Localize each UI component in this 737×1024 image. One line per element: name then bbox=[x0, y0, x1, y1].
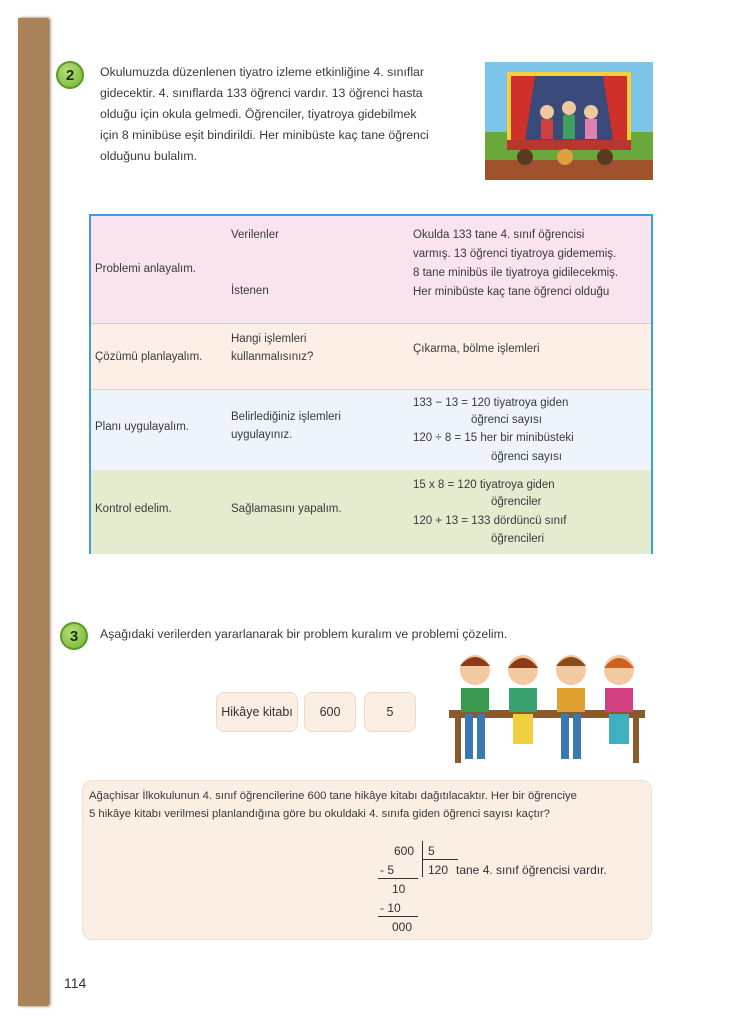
data-chip: Hikâye kitabı bbox=[216, 692, 298, 732]
question-line: uygulayınız. bbox=[231, 429, 293, 441]
problem-number-badge bbox=[56, 61, 84, 89]
problem-3-instruction: Aşağıdaki verilerden yararlanarak bir problem kuralım ve problemi çözelim. bbox=[100, 627, 508, 641]
table-row bbox=[91, 470, 651, 554]
text-line: olduğunu bulalım. bbox=[100, 149, 198, 163]
text-line: 5 hikâye kitabı verilmesi planlandığına göre bu okuldaki 4. sınıfa giden öğrenci sayısı kaçtır? bbox=[89, 808, 550, 820]
long-division bbox=[378, 839, 638, 939]
answer-line: öğrenci sayısı bbox=[491, 451, 562, 463]
wanted-label: İstenen bbox=[231, 285, 269, 297]
answer-line: Okulda 133 tane 4. sınıf öğrencisi bbox=[413, 229, 585, 241]
text-line: Ağaçhisar İlkokulunun 4. sınıf öğrencilerine 600 tane hikâye kitabı dağıtılacaktır. Her bir öğrenciye bbox=[89, 790, 577, 802]
text-line: olduğu için okula gelmedi. Öğrenciler, tiyatroya gidebilmek bbox=[100, 107, 417, 121]
problem-solving-table bbox=[89, 214, 653, 554]
problem-number: 3 bbox=[69, 627, 79, 645]
question-line: Belirlediğiniz işlemleri bbox=[231, 411, 341, 423]
book-spine bbox=[18, 18, 48, 1006]
step-label: Planı uygulayalım. bbox=[95, 421, 189, 433]
subtraction: - 10 bbox=[380, 901, 401, 915]
problem-number: 2 bbox=[65, 66, 75, 84]
remainder: 10 bbox=[392, 882, 406, 896]
data-chip: 5 bbox=[364, 692, 416, 732]
answer-line: varmış. 13 öğrenci tiyatroya gidememiş. bbox=[413, 248, 617, 260]
question-line: Sağlamasını yapalım. bbox=[231, 503, 342, 515]
table-row bbox=[91, 390, 651, 470]
remainder: 000 bbox=[392, 920, 413, 934]
step-label: Çözümü planlayalım. bbox=[95, 351, 203, 363]
answer-line: öğrenci sayısı bbox=[471, 414, 542, 426]
answer-line: 8 tane minibüs ile tiyatroya gidilecekmiş. bbox=[413, 267, 619, 279]
problem-3-solution-box bbox=[82, 780, 652, 940]
table-row bbox=[91, 324, 651, 390]
step-label: Problemi anlayalım. bbox=[95, 263, 196, 275]
theater-illustration bbox=[485, 62, 653, 180]
answer-line: 120 + 13 = 133 dördüncü sınıf bbox=[413, 515, 567, 527]
subtraction: - 5 bbox=[380, 863, 395, 877]
answer-line: 120 ÷ 8 = 15 her bir minibüsteki bbox=[413, 432, 574, 444]
problem-2-text bbox=[100, 62, 429, 167]
text-line: Okulumuzda düzenlenen tiyatro izleme etkinliğine 4. sınıflar bbox=[100, 65, 424, 79]
dividend: 600 bbox=[394, 844, 415, 858]
page-number: 114 bbox=[64, 975, 87, 991]
children-reading-illustration bbox=[447, 648, 647, 770]
problem-number-badge bbox=[60, 622, 88, 650]
text-line: için 8 minibüse eşit bindirildi. Her minibüste kaç tane öğrenci bbox=[100, 128, 429, 142]
problem-3-question bbox=[89, 787, 577, 823]
text-line: gidecektir. 4. sınıflarda 133 öğrenci vardır. 13 öğrenci hasta bbox=[100, 86, 423, 100]
answer-line: 133 − 13 = 120 tiyatroya giden bbox=[413, 397, 569, 409]
answer-line: Her minibüste kaç tane öğrenci olduğu bbox=[413, 286, 610, 298]
step-label: Kontrol edelim. bbox=[95, 503, 172, 515]
table-row bbox=[91, 216, 651, 324]
given-label: Verilenler bbox=[231, 229, 279, 241]
answer-line: öğrencileri bbox=[491, 533, 545, 545]
question-line: kullanmalısınız? bbox=[231, 351, 314, 363]
question-line: Hangi işlemleri bbox=[231, 333, 307, 345]
answer-line: 15 x 8 = 120 tiyatroya giden bbox=[413, 479, 555, 491]
divisor: 5 bbox=[428, 844, 435, 858]
data-chip: 600 bbox=[304, 692, 356, 732]
answer-line: öğrenciler bbox=[491, 496, 542, 508]
answer-line: Çıkarma, bölme işlemleri bbox=[413, 343, 540, 355]
answer-text: tane 4. sınıf öğrencisi vardır. bbox=[456, 863, 607, 877]
quotient: 120 bbox=[428, 863, 449, 877]
